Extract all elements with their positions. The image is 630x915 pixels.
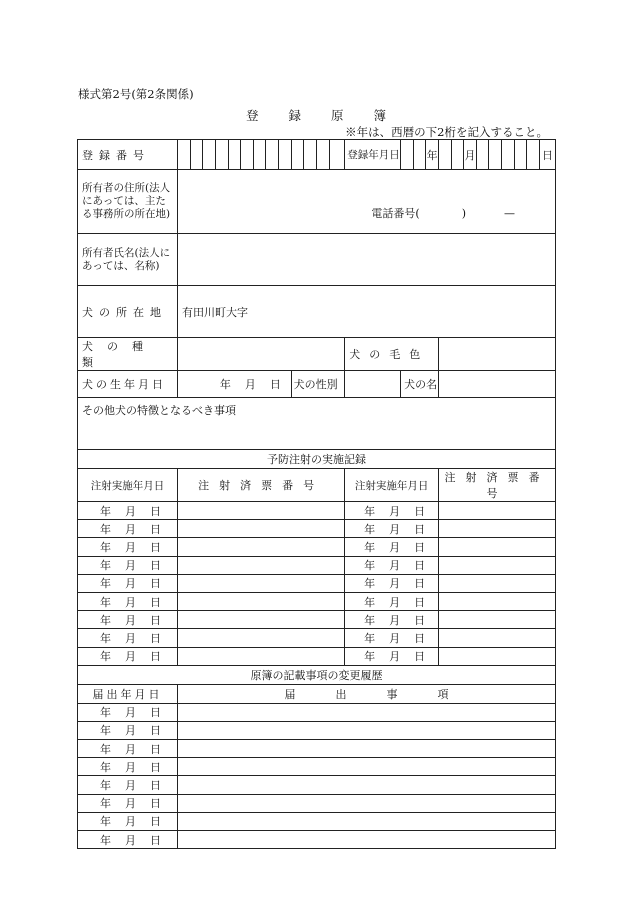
reg-digit-2[interactable] xyxy=(190,140,203,170)
date-unit-d: 日 xyxy=(150,797,161,811)
date-unit-y: 年 xyxy=(100,522,111,536)
owner-name-label: 所有者氏名(法人にあっては、名称) xyxy=(78,234,178,286)
owner-name-row xyxy=(78,234,556,286)
date-unit-d: 日 xyxy=(150,650,161,664)
vac-date-right[interactable] xyxy=(345,647,439,665)
dog-color-field[interactable] xyxy=(438,338,555,371)
reg-digit-6[interactable] xyxy=(241,140,254,170)
registration-number-label: 登録番号 xyxy=(78,140,178,170)
change-row xyxy=(78,740,556,758)
chg-item[interactable] xyxy=(178,740,556,758)
date-unit-y: 年 xyxy=(364,613,376,627)
dog-sex-field[interactable] xyxy=(345,371,401,398)
chg-date[interactable] xyxy=(78,703,178,721)
vac-ticket-left[interactable] xyxy=(178,647,345,665)
vac-ticket-left[interactable] xyxy=(178,611,345,629)
date-unit-d: 日 xyxy=(414,522,426,536)
changes-section-title: 原簿の記載事項の変更履歴 xyxy=(78,665,556,684)
vac-date-left[interactable] xyxy=(78,538,178,556)
date-unit-y: 年 xyxy=(100,724,111,738)
vaccination-rows xyxy=(78,502,556,666)
date-unit-d: 日 xyxy=(150,522,161,536)
date-unit-y: 年 xyxy=(100,559,111,573)
vac-ticket-right[interactable] xyxy=(438,520,555,538)
vac-ticket-right[interactable] xyxy=(438,647,555,665)
date-unit-d: 日 xyxy=(150,577,161,591)
date-unit-m: 月 xyxy=(125,833,136,847)
vac-ticket-left[interactable] xyxy=(178,520,345,538)
vac-col-ticket-left: 注射済票番号 xyxy=(178,469,345,502)
vaccination-row xyxy=(78,592,556,610)
date-unit-d: 日 xyxy=(414,540,426,554)
date-unit-m: 月 xyxy=(125,577,136,591)
dog-location-field[interactable]: 有田川町大字 xyxy=(178,286,556,338)
date-unit-m: 月 xyxy=(389,559,401,573)
reg-month-digit-1[interactable] xyxy=(438,140,451,170)
date-unit-d: 日 xyxy=(150,595,161,609)
vac-date-left[interactable] xyxy=(78,611,178,629)
vac-ticket-left[interactable] xyxy=(178,574,345,592)
date-unit-y: 年 xyxy=(364,522,376,536)
reg-spacer-2 xyxy=(514,140,527,170)
changes-title-row xyxy=(78,665,556,684)
reg-spacer-1 xyxy=(502,140,515,170)
date-unit-m: 月 xyxy=(125,706,136,720)
date-unit-m: 月 xyxy=(125,540,136,554)
date-unit-y: 年 xyxy=(100,650,111,664)
phone-label: 電話番号( xyxy=(371,207,420,220)
dog-birthdate-label: 犬の生年月日 xyxy=(78,371,178,398)
date-unit-m: 月 xyxy=(125,742,136,756)
dog-name-label: 犬の名 xyxy=(401,371,439,398)
date-unit-m: 月 xyxy=(389,595,401,609)
chg-date[interactable] xyxy=(78,721,178,739)
date-unit-y: 年 xyxy=(100,760,111,774)
vac-date-right[interactable] xyxy=(345,520,439,538)
owner-name-field[interactable] xyxy=(178,234,556,286)
dog-features-row xyxy=(78,398,556,450)
date-unit-y: 年 xyxy=(100,540,111,554)
vac-date-left[interactable] xyxy=(78,629,178,647)
vac-ticket-right[interactable] xyxy=(438,574,555,592)
date-unit-y: 年 xyxy=(100,577,111,591)
dog-breed-field[interactable] xyxy=(178,338,345,371)
date-unit-y: 年 xyxy=(100,706,111,720)
vac-date-right[interactable] xyxy=(345,574,439,592)
registry-form xyxy=(77,139,556,849)
chg-date[interactable] xyxy=(78,794,178,812)
vac-date-left[interactable] xyxy=(78,574,178,592)
vaccination-row xyxy=(78,556,556,574)
date-unit-d: 日 xyxy=(414,631,426,645)
owner-address-label: 所有者の住所(法人にあっては、主たる事務所の所在地) xyxy=(78,170,178,234)
reg-spacer-3 xyxy=(527,140,540,170)
chg-item[interactable] xyxy=(178,831,556,849)
reg-digit-12[interactable] xyxy=(316,140,329,170)
vaccination-title-row xyxy=(78,450,556,469)
change-row xyxy=(78,831,556,849)
vaccination-row xyxy=(78,629,556,647)
dog-color-label: 犬の毛色 xyxy=(345,338,439,371)
date-unit-y: 年 xyxy=(100,742,111,756)
changes-rows xyxy=(78,703,556,849)
reg-digit-10[interactable] xyxy=(291,140,304,170)
date-unit-d: 日 xyxy=(150,540,161,554)
date-unit-y: 年 xyxy=(100,833,111,847)
date-unit-y: 年 xyxy=(364,595,376,609)
vac-date-left[interactable] xyxy=(78,502,178,520)
change-row xyxy=(78,812,556,830)
date-unit-d: 日 xyxy=(150,631,161,645)
vac-date-left[interactable] xyxy=(78,556,178,574)
page-title: 登録原簿 xyxy=(245,108,416,123)
date-unit-y: 年 xyxy=(364,504,376,518)
vac-ticket-left[interactable] xyxy=(178,502,345,520)
vac-date-left[interactable] xyxy=(78,592,178,610)
date-unit-m: 月 xyxy=(389,522,401,536)
date-unit-m: 月 xyxy=(125,797,136,811)
chg-item[interactable] xyxy=(178,812,556,830)
reg-day-unit: 日 xyxy=(539,140,555,170)
date-unit-d: 日 xyxy=(150,724,161,738)
vac-col-date-left: 注射実施年月日 xyxy=(78,469,178,502)
dog-sex-label: 犬の性別 xyxy=(291,371,345,398)
vac-ticket-right[interactable] xyxy=(438,611,555,629)
phone-dash: — xyxy=(504,206,515,220)
date-unit-y: 年 xyxy=(100,613,111,627)
vac-date-right[interactable] xyxy=(345,592,439,610)
vac-date-left[interactable] xyxy=(78,520,178,538)
reg-digit-8[interactable] xyxy=(266,140,279,170)
vaccination-row xyxy=(78,520,556,538)
date-unit-d: 日 xyxy=(414,504,426,518)
vac-ticket-right[interactable] xyxy=(438,556,555,574)
date-unit-m: 月 xyxy=(125,522,136,536)
date-unit-y: 年 xyxy=(364,577,376,591)
chg-item[interactable] xyxy=(178,721,556,739)
date-unit-d: 日 xyxy=(150,559,161,573)
date-unit-m: 月 xyxy=(125,815,136,829)
date-unit-m: 月 xyxy=(389,650,401,664)
dog-location-row xyxy=(78,286,556,338)
vac-date-right[interactable] xyxy=(345,556,439,574)
reg-digit-13[interactable] xyxy=(329,140,345,170)
date-unit-m: 月 xyxy=(125,504,136,518)
date-unit-y: 年 xyxy=(100,631,111,645)
date-unit-d: 日 xyxy=(414,595,426,609)
vac-date-right[interactable] xyxy=(345,611,439,629)
date-unit-m: 月 xyxy=(389,504,401,518)
registration-date-label: 登録年月日 xyxy=(345,140,401,170)
date-unit-y: 年 xyxy=(100,815,111,829)
reg-digit-5[interactable] xyxy=(228,140,241,170)
reg-month-unit: 月 xyxy=(464,140,477,170)
change-row xyxy=(78,721,556,739)
date-unit-y: 年 xyxy=(100,779,111,793)
reg-year-unit: 年 xyxy=(426,140,439,170)
vaccination-col-header xyxy=(78,469,556,502)
date-unit-d: 日 xyxy=(150,742,161,756)
owner-address-field[interactable] xyxy=(178,170,556,234)
chg-col-date: 届出年月日 xyxy=(78,684,178,703)
date-unit-m: 月 xyxy=(125,559,136,573)
date-unit-d: 日 xyxy=(414,613,426,627)
owner-address-row xyxy=(78,170,556,234)
date-unit-y: 年 xyxy=(364,559,376,573)
form-id: 様式第2号(第2条関係) xyxy=(78,87,194,101)
vac-col-date-right: 注射実施年月日 xyxy=(345,469,439,502)
vaccination-row xyxy=(78,538,556,556)
change-row xyxy=(78,776,556,794)
date-unit-d: 日 xyxy=(150,833,161,847)
date-unit-y: 年 xyxy=(364,540,376,554)
vaccination-row xyxy=(78,611,556,629)
chg-date[interactable] xyxy=(78,812,178,830)
phone-field[interactable] xyxy=(182,205,551,221)
date-unit-d: 日 xyxy=(150,613,161,627)
date-unit-d: 日 xyxy=(150,815,161,829)
dog-location-label: 犬の所在地 xyxy=(78,286,178,338)
date-unit-y: 年 xyxy=(364,631,376,645)
changes-header xyxy=(78,665,556,703)
date-unit-d: 日 xyxy=(414,577,426,591)
chg-date[interactable] xyxy=(78,831,178,849)
vac-ticket-left[interactable] xyxy=(178,629,345,647)
chg-item[interactable] xyxy=(178,794,556,812)
date-unit-m: 月 xyxy=(125,650,136,664)
reg-day-digit-1[interactable] xyxy=(476,140,489,170)
dog-features-field[interactable] xyxy=(78,398,556,450)
vac-ticket-right[interactable] xyxy=(438,538,555,556)
dog-birth-row xyxy=(78,371,556,398)
dog-birthdate-field[interactable]: 年 月 日 xyxy=(178,371,292,398)
chg-item[interactable] xyxy=(178,776,556,794)
phone-close: ) xyxy=(461,206,466,220)
date-unit-y: 年 xyxy=(100,504,111,518)
reg-digit-9[interactable] xyxy=(279,140,292,170)
chg-col-item: 届出事項 xyxy=(178,684,556,703)
chg-item[interactable] xyxy=(178,758,556,776)
reg-month-digit-2[interactable] xyxy=(451,140,464,170)
vac-ticket-left[interactable] xyxy=(178,592,345,610)
date-unit-m: 月 xyxy=(125,724,136,738)
date-unit-m: 月 xyxy=(125,613,136,627)
reg-digit-11[interactable] xyxy=(304,140,317,170)
vac-date-left[interactable] xyxy=(78,647,178,665)
date-unit-m: 月 xyxy=(389,631,401,645)
reg-year-digit-1[interactable] xyxy=(401,140,414,170)
vaccination-row xyxy=(78,502,556,520)
date-unit-m: 月 xyxy=(389,577,401,591)
chg-item[interactable] xyxy=(178,703,556,721)
dog-breed-label: 犬の種類 xyxy=(78,338,178,371)
dog-features-label: その他犬の特徴となるべき事項 xyxy=(82,404,236,417)
vaccination-row xyxy=(78,647,556,665)
reg-digit-7[interactable] xyxy=(253,140,266,170)
date-unit-d: 日 xyxy=(414,650,426,664)
date-unit-d: 日 xyxy=(150,760,161,774)
date-unit-y: 年 xyxy=(364,650,376,664)
vac-date-right[interactable] xyxy=(345,629,439,647)
date-unit-y: 年 xyxy=(100,595,111,609)
date-unit-m: 月 xyxy=(125,631,136,645)
change-row xyxy=(78,758,556,776)
year-note: ※年は、西暦の下2桁を記入すること。 xyxy=(345,125,548,139)
vac-ticket-left[interactable] xyxy=(178,538,345,556)
date-unit-m: 月 xyxy=(125,595,136,609)
chg-date[interactable] xyxy=(78,776,178,794)
reg-digit-1[interactable] xyxy=(178,140,191,170)
date-unit-d: 日 xyxy=(150,779,161,793)
change-row xyxy=(78,794,556,812)
vac-ticket-right[interactable] xyxy=(438,502,555,520)
vac-ticket-left[interactable] xyxy=(178,556,345,574)
dog-name-field[interactable] xyxy=(438,371,555,398)
vac-date-right[interactable] xyxy=(345,502,439,520)
changes-col-header xyxy=(78,684,556,703)
chg-date[interactable] xyxy=(78,740,178,758)
vac-ticket-right[interactable] xyxy=(438,629,555,647)
vac-col-ticket-right: 注射済票番号 xyxy=(438,469,555,502)
date-unit-m: 月 xyxy=(125,760,136,774)
date-unit-m: 月 xyxy=(389,613,401,627)
date-unit-y: 年 xyxy=(100,797,111,811)
reg-digit-4[interactable] xyxy=(215,140,228,170)
vaccination-section-title: 予防注射の実施記録 xyxy=(78,450,556,469)
date-unit-d: 日 xyxy=(150,706,161,720)
date-unit-m: 月 xyxy=(389,540,401,554)
registration-row xyxy=(78,140,556,170)
date-unit-d: 日 xyxy=(150,504,161,518)
change-row xyxy=(78,703,556,721)
reg-day-digit-2[interactable] xyxy=(489,140,502,170)
reg-digit-3[interactable] xyxy=(203,140,216,170)
date-unit-m: 月 xyxy=(125,779,136,793)
vac-date-right[interactable] xyxy=(345,538,439,556)
vaccination-row xyxy=(78,574,556,592)
date-unit-d: 日 xyxy=(414,559,426,573)
vac-ticket-right[interactable] xyxy=(438,592,555,610)
reg-year-digit-2[interactable] xyxy=(413,140,426,170)
chg-date[interactable] xyxy=(78,758,178,776)
dog-breed-row xyxy=(78,338,556,371)
